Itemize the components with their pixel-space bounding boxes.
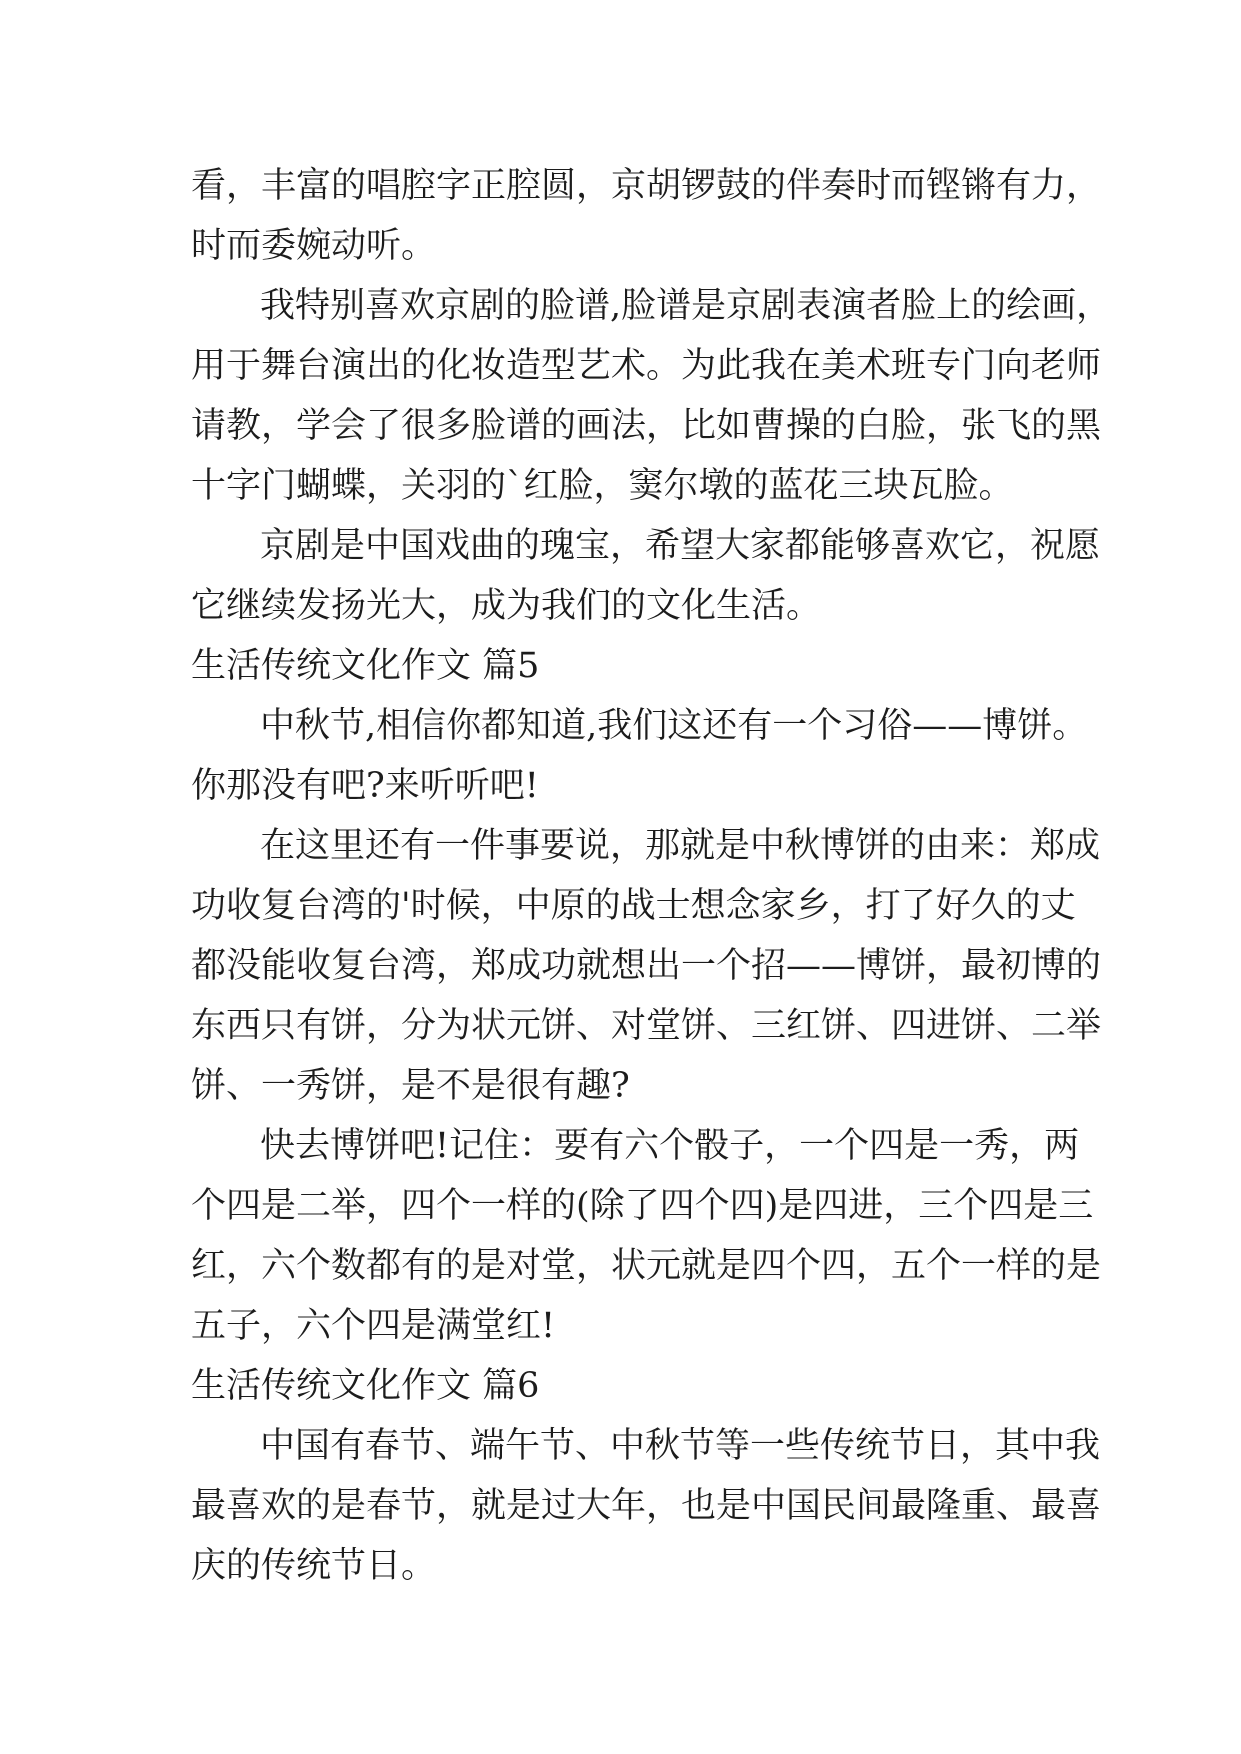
text-line: 功收复台湾的'时候，中原的战士想念家乡，打了好久的丈 [191,886,1076,926]
section-heading: 生活传统文化作文 篇5 [191,646,540,686]
paragraph-start: 中秋节,相信你都知道,我们这还有一个习俗——博饼。 [260,706,1088,746]
text-line: 红，六个数都有的是对堂，状元就是四个四，五个一样的是 [191,1246,1102,1286]
text-line: 五子，六个四是满堂红! [191,1306,556,1346]
text-line: 东西只有饼，分为状元饼、对堂饼、三红饼、四进饼、二举 [191,1006,1102,1046]
text-line: 都没能收复台湾，郑成功就想出一个招——博饼，最初博的 [191,946,1102,986]
text-line: 庆的传统节日。 [191,1546,437,1586]
text-line: 十字门蝴蝶，关羽的`红脸，窦尔墩的蓝花三块瓦脸。 [191,466,1014,506]
text-line: 个四是二举，四个一样的(除了四个四)是四进，三个四是三 [191,1186,1094,1226]
text-line: 最喜欢的是春节，就是过大年，也是中国民间最隆重、最喜 [191,1486,1102,1526]
text-line: 看，丰富的唱腔字正腔圆，京胡锣鼓的伴奏时而铿锵有力， [191,166,1102,206]
paragraph-start: 在这里还有一件事要说，那就是中秋博饼的由来：郑成 [260,826,1101,866]
paragraph-start: 京剧是中国戏曲的瑰宝，希望大家都能够喜欢它，祝愿 [260,526,1101,566]
text-line: 它继续发扬光大，成为我们的文化生活。 [191,586,822,626]
text-line: 请教，学会了很多脸谱的画法，比如曹操的白脸，张飞的黑 [191,406,1102,446]
text-line: 饼、一秀饼，是不是很有趣? [191,1066,630,1106]
paragraph-start: 我特别喜欢京剧的脸谱,脸谱是京剧表演者脸上的绘画， [260,286,1112,326]
paragraph-start: 中国有春节、端午节、中秋节等一些传统节日，其中我 [260,1426,1101,1466]
text-line: 用于舞台演出的化妆造型艺术。为此我在美术班专门向老师 [191,346,1102,386]
text-line: 时而委婉动听。 [191,226,437,266]
section-heading: 生活传统文化作文 篇6 [191,1366,540,1406]
paragraph-start: 快去博饼吧!记住：要有六个骰子，一个四是一秀，两 [260,1126,1080,1166]
text-line: 你那没有吧?来听听吧! [191,766,539,806]
